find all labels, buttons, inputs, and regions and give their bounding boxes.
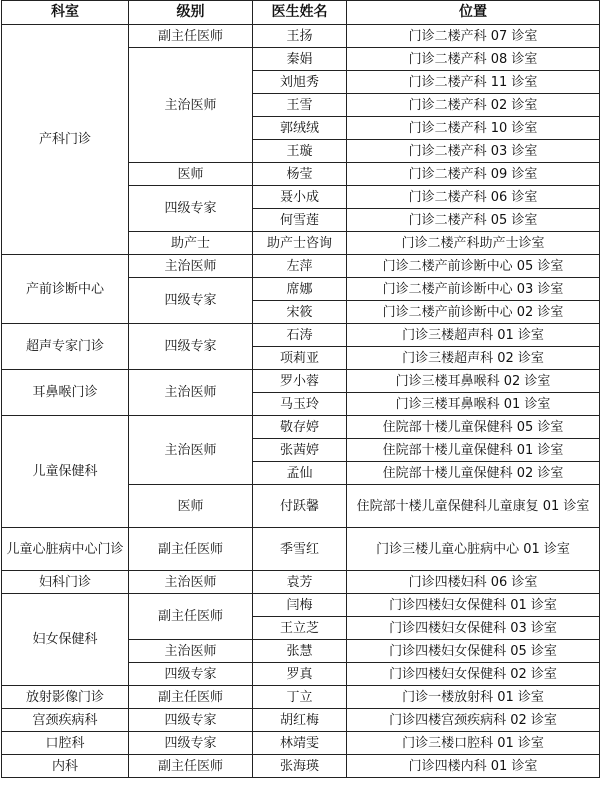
location-cell: 门诊四楼妇科 06 诊室	[347, 571, 600, 594]
department-cell: 产科门诊	[2, 25, 129, 255]
doctor-name-cell: 席娜	[253, 278, 347, 301]
doctor-name-cell: 张茜婷	[253, 439, 347, 462]
grade-cell: 主治医师	[129, 370, 253, 416]
location-cell: 门诊三楼超声科 01 诊室	[347, 324, 600, 347]
table-row	[2, 755, 600, 778]
doctor-name-cell: 秦娟	[253, 48, 347, 71]
location-cell: 门诊二楼产前诊断中心 05 诊室	[347, 255, 600, 278]
grade-cell: 副主任医师	[129, 25, 253, 48]
department-cell: 妇女保健科	[2, 594, 129, 686]
grade-cell: 四级专家	[129, 663, 253, 686]
table-row	[2, 528, 600, 571]
location-cell: 门诊四楼妇女保健科 05 诊室	[347, 640, 600, 663]
doctor-name-cell: 马玉玲	[253, 393, 347, 416]
location-cell: 门诊二楼产科 03 诊室	[347, 140, 600, 163]
doctor-name-cell: 宋筱	[253, 301, 347, 324]
doctor-name-cell: 石涛	[253, 324, 347, 347]
table-row	[2, 709, 600, 732]
doctor-name-cell: 王璇	[253, 140, 347, 163]
header-department: 科室	[2, 1, 129, 25]
doctor-name-cell: 项莉亚	[253, 347, 347, 370]
location-cell: 门诊三楼口腔科 01 诊室	[347, 732, 600, 755]
location-cell: 门诊一楼放射科 01 诊室	[347, 686, 600, 709]
location-cell: 住院部十楼儿童保健科 01 诊室	[347, 439, 600, 462]
grade-cell: 主治医师	[129, 640, 253, 663]
grade-cell: 副主任医师	[129, 755, 253, 778]
table-body	[2, 25, 600, 778]
grade-cell: 医师	[129, 163, 253, 186]
department-cell: 儿童心脏病中心门诊	[2, 528, 129, 571]
location-cell: 门诊三楼耳鼻喉科 01 诊室	[347, 393, 600, 416]
location-cell: 门诊三楼耳鼻喉科 02 诊室	[347, 370, 600, 393]
location-cell: 住院部十楼儿童保健科儿童康复 01 诊室	[347, 485, 600, 528]
doctor-name-cell: 郭绒绒	[253, 117, 347, 140]
location-cell: 门诊二楼产前诊断中心 03 诊室	[347, 278, 600, 301]
grade-cell: 副主任医师	[129, 594, 253, 640]
department-cell: 放射影像门诊	[2, 686, 129, 709]
doctor-name-cell: 付跃馨	[253, 485, 347, 528]
table-row	[2, 686, 600, 709]
grade-cell: 副主任医师	[129, 528, 253, 571]
location-cell: 门诊四楼妇女保健科 03 诊室	[347, 617, 600, 640]
table-row	[2, 571, 600, 594]
department-cell: 儿童保健科	[2, 416, 129, 528]
grade-cell: 四级专家	[129, 186, 253, 232]
location-cell: 住院部十楼儿童保健科 05 诊室	[347, 416, 600, 439]
doctor-name-cell: 王雪	[253, 94, 347, 117]
doctor-name-cell: 敬存婷	[253, 416, 347, 439]
department-cell: 妇科门诊	[2, 571, 129, 594]
location-cell: 门诊二楼产科 06 诊室	[347, 186, 600, 209]
table-row	[2, 255, 600, 278]
table-row	[2, 25, 600, 48]
grade-cell: 四级专家	[129, 709, 253, 732]
doctor-name-cell: 孟仙	[253, 462, 347, 485]
department-cell: 口腔科	[2, 732, 129, 755]
location-cell: 门诊二楼产科助产士诊室	[347, 232, 600, 255]
table-row	[2, 416, 600, 439]
location-cell: 门诊四楼宫颈疾病科 02 诊室	[347, 709, 600, 732]
doctor-name-cell: 张慧	[253, 640, 347, 663]
doctor-name-cell: 林靖雯	[253, 732, 347, 755]
location-cell: 门诊二楼产科 09 诊室	[347, 163, 600, 186]
grade-cell: 副主任医师	[129, 686, 253, 709]
doctor-name-cell: 张海瑛	[253, 755, 347, 778]
doctor-name-cell: 闫梅	[253, 594, 347, 617]
department-cell: 宫颈疾病科	[2, 709, 129, 732]
location-cell: 住院部十楼儿童保健科 02 诊室	[347, 462, 600, 485]
header-location: 位置	[347, 1, 600, 25]
location-cell: 门诊二楼产科 07 诊室	[347, 25, 600, 48]
grade-cell: 主治医师	[129, 416, 253, 485]
grade-cell: 医师	[129, 485, 253, 528]
doctor-name-cell: 丁立	[253, 686, 347, 709]
doctor-name-cell: 刘旭秀	[253, 71, 347, 94]
header-grade: 级别	[129, 1, 253, 25]
location-cell: 门诊四楼内科 01 诊室	[347, 755, 600, 778]
grade-cell: 助产士	[129, 232, 253, 255]
table-row	[2, 324, 600, 347]
doctor-name-cell: 王扬	[253, 25, 347, 48]
grade-cell: 主治医师	[129, 571, 253, 594]
doctor-name-cell: 聂小成	[253, 186, 347, 209]
doctor-name-cell: 袁芳	[253, 571, 347, 594]
header-row	[2, 1, 600, 25]
doctor-name-cell: 杨莹	[253, 163, 347, 186]
doctor-name-cell: 罗小蓉	[253, 370, 347, 393]
grade-cell: 主治医师	[129, 255, 253, 278]
grade-cell: 四级专家	[129, 278, 253, 324]
location-cell: 门诊三楼超声科 02 诊室	[347, 347, 600, 370]
table-row	[2, 732, 600, 755]
department-cell: 内科	[2, 755, 129, 778]
doctor-name-cell: 罗真	[253, 663, 347, 686]
grade-cell: 四级专家	[129, 324, 253, 370]
location-cell: 门诊三楼儿童心脏病中心 01 诊室	[347, 528, 600, 571]
location-cell: 门诊四楼妇女保健科 02 诊室	[347, 663, 600, 686]
doctor-name-cell: 助产士咨询	[253, 232, 347, 255]
department-cell: 产前诊断中心	[2, 255, 129, 324]
location-cell: 门诊二楼产科 05 诊室	[347, 209, 600, 232]
header-doctor-name: 医生姓名	[253, 1, 347, 25]
doctor-name-cell: 何雪莲	[253, 209, 347, 232]
doctor-name-cell: 季雪红	[253, 528, 347, 571]
location-cell: 门诊二楼产科 10 诊室	[347, 117, 600, 140]
location-cell: 门诊二楼产科 11 诊室	[347, 71, 600, 94]
doctor-schedule-table	[1, 0, 600, 778]
table-row	[2, 370, 600, 393]
doctor-name-cell: 王立芝	[253, 617, 347, 640]
doctor-name-cell: 左萍	[253, 255, 347, 278]
department-cell: 超声专家门诊	[2, 324, 129, 370]
location-cell: 门诊二楼产科 08 诊室	[347, 48, 600, 71]
location-cell: 门诊二楼产前诊断中心 02 诊室	[347, 301, 600, 324]
location-cell: 门诊四楼妇女保健科 01 诊室	[347, 594, 600, 617]
grade-cell: 四级专家	[129, 732, 253, 755]
table-row	[2, 594, 600, 617]
location-cell: 门诊二楼产科 02 诊室	[347, 94, 600, 117]
department-cell: 耳鼻喉门诊	[2, 370, 129, 416]
grade-cell: 主治医师	[129, 48, 253, 163]
doctor-name-cell: 胡红梅	[253, 709, 347, 732]
